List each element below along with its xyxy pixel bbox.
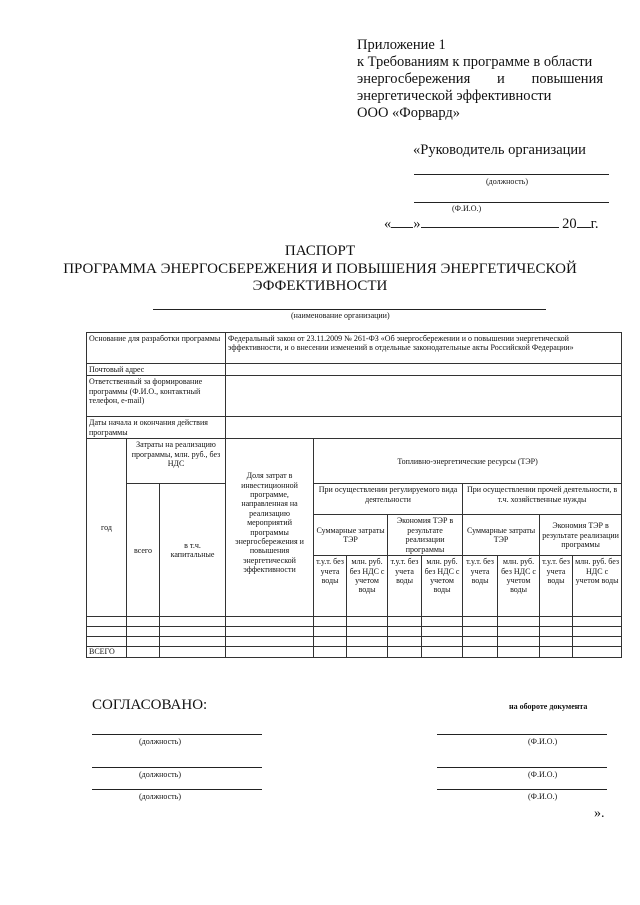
table-cell[interactable] xyxy=(388,627,422,637)
table-row xyxy=(87,617,622,627)
table-cell[interactable] xyxy=(573,617,622,627)
table-row xyxy=(87,333,622,364)
table-cell[interactable] xyxy=(314,637,347,647)
passport-title: ПАСПОРТ xyxy=(284,243,356,259)
share-header: Доля затрат в инвестиционной программе, направленная на реализацию мероприятий программы энергосбережения и повышения энергетической эффективности xyxy=(226,439,314,617)
agreement-heading: СОГЛАСОВАНО: xyxy=(92,697,208,713)
unit-rub: млн. руб. без НДС с учетом воды xyxy=(347,556,388,617)
table-cell[interactable] xyxy=(498,617,540,627)
appendix-title: Приложение 1 xyxy=(357,37,446,53)
program-title-line: ЭФФЕКТИВНОСТИ xyxy=(252,278,388,294)
unit-rub: млн. руб. без НДС с учетом воды xyxy=(422,556,463,617)
table-cell[interactable] xyxy=(498,627,540,637)
approval-heading: «Руководитель организации xyxy=(413,142,586,158)
table-cell[interactable] xyxy=(87,617,127,627)
table-cell[interactable] xyxy=(463,647,498,657)
position-line[interactable] xyxy=(414,174,609,175)
unit-tut: т.у.т. без учета воды xyxy=(314,556,347,617)
table-cell[interactable] xyxy=(422,617,463,627)
table-cell[interactable] xyxy=(160,617,226,627)
table-cell[interactable] xyxy=(422,647,463,657)
unit-tut: т.у.т. без учета воды xyxy=(388,556,422,617)
postal-label: Почтовый адрес xyxy=(87,364,226,376)
unit-rub: млн. руб. без НДС с учетом воды xyxy=(573,556,622,617)
table-row xyxy=(87,364,622,376)
table-cell[interactable] xyxy=(422,627,463,637)
table-header-row xyxy=(87,439,622,484)
agree-position-line[interactable] xyxy=(92,789,262,790)
table-cell[interactable] xyxy=(347,617,388,627)
table-cell[interactable] xyxy=(160,627,226,637)
table-header-row xyxy=(87,484,622,515)
approval-date xyxy=(384,216,599,233)
program-title xyxy=(60,261,580,295)
agree-position-line[interactable] xyxy=(92,767,262,768)
postal-value[interactable] xyxy=(226,364,622,376)
table-cell[interactable] xyxy=(226,647,314,657)
table-cell[interactable] xyxy=(127,617,160,627)
table-cell[interactable] xyxy=(498,647,540,657)
appendix-company: ООО «Форвард» xyxy=(357,105,461,121)
appendix-line: к Требованиям к программе в области xyxy=(357,54,593,70)
year-blank[interactable] xyxy=(577,227,591,228)
name-caption: (Ф.И.О.) xyxy=(452,204,482,213)
fer-header: Топливно-энергетические ресурсы (ТЭР) xyxy=(314,439,622,484)
table-row xyxy=(87,376,622,417)
regulated-header: При осуществлении регулируемого вида деятельности xyxy=(314,484,463,515)
agree-name-line[interactable] xyxy=(437,734,607,735)
table-cell[interactable] xyxy=(314,627,347,637)
table-cell[interactable] xyxy=(127,627,160,637)
appendix-word: энергосбережения xyxy=(357,71,471,87)
table-cell[interactable] xyxy=(226,617,314,627)
basis-label: Основание для разработки программы xyxy=(87,333,226,364)
agree-name-line[interactable] xyxy=(437,789,607,790)
day-blank[interactable] xyxy=(391,227,413,228)
costs-capital-header: в т.ч. капитальные xyxy=(160,484,226,617)
reverse-note: на обороте документа xyxy=(509,702,588,711)
program-title-line: ПРОГРАММА ЭНЕРГОСБЕРЕЖЕНИЯ И ПОВЫШЕНИЯ ЭНЕРГЕТИЧЕСКОЙ xyxy=(63,261,577,277)
unit-tut: т.у.т. без учета воды xyxy=(463,556,498,617)
other-header: При осуществлении прочей деятельности, в т.ч. хозяйственные нужды xyxy=(463,484,622,515)
table-cell[interactable] xyxy=(347,637,388,647)
table-cell[interactable] xyxy=(226,627,314,637)
position-caption: (должность) xyxy=(486,177,528,186)
agree-position-caption: (должность) xyxy=(139,737,181,746)
closing-quote: ». xyxy=(594,806,605,821)
appendix-line: энергетической эффективности xyxy=(357,88,552,104)
table-cell[interactable] xyxy=(498,637,540,647)
appendix-word: повышения xyxy=(531,71,603,87)
table-cell[interactable] xyxy=(347,627,388,637)
agree-name-caption: (Ф.И.О.) xyxy=(528,792,558,801)
year-prefix: 20 xyxy=(562,216,577,232)
table-cell[interactable] xyxy=(463,627,498,637)
org-name-caption: (наименование организации) xyxy=(291,311,390,320)
table-cell[interactable] xyxy=(87,627,127,637)
agree-name-line[interactable] xyxy=(437,767,607,768)
date-quote-close: » xyxy=(413,216,421,232)
table-cell[interactable] xyxy=(314,647,347,657)
costs-total-header: всего xyxy=(127,484,160,617)
table-cell[interactable] xyxy=(347,647,388,657)
table-cell[interactable] xyxy=(226,637,314,647)
responsible-value[interactable] xyxy=(226,376,622,417)
table-cell[interactable] xyxy=(463,617,498,627)
appendix-word: и xyxy=(497,71,505,87)
table-row xyxy=(87,637,622,647)
table-cell[interactable] xyxy=(540,637,573,647)
appendix-line-justified xyxy=(357,71,603,88)
table-cell[interactable] xyxy=(388,647,422,657)
name-line[interactable] xyxy=(414,202,609,203)
total-label: ВСЕГО xyxy=(87,647,127,657)
agree-name-caption: (Ф.И.О.) xyxy=(528,770,558,779)
table-cell[interactable] xyxy=(573,637,622,647)
passport-table xyxy=(86,332,622,658)
regulated-fer-costs: Суммарные затраты ТЭР xyxy=(314,515,388,556)
unit-rub: млн. руб. без НДС с учетом воды xyxy=(498,556,540,617)
table-cell[interactable] xyxy=(573,627,622,637)
dates-label: Даты начала и окончания действия программы xyxy=(87,417,226,439)
table-cell[interactable] xyxy=(160,637,226,647)
agree-position-caption: (должность) xyxy=(139,770,181,779)
regulated-fer-savings: Экономия ТЭР в результате реализации программы xyxy=(388,515,463,556)
other-fer-costs: Суммарные затраты ТЭР xyxy=(463,515,540,556)
dates-value[interactable] xyxy=(226,417,622,439)
table-cell[interactable] xyxy=(422,637,463,647)
date-quote-open: « xyxy=(384,216,392,232)
responsible-label: Ответственный за формирование программы (Ф.И.О., контактный телефон, e-mail) xyxy=(87,376,226,417)
agree-position-caption: (должность) xyxy=(139,792,181,801)
org-name-line[interactable] xyxy=(153,309,546,310)
agree-name-caption: (Ф.И.О.) xyxy=(528,737,558,746)
table-cell[interactable] xyxy=(463,637,498,647)
table-cell[interactable] xyxy=(87,637,127,647)
unit-tut: т.у.т. без учета воды xyxy=(540,556,573,617)
table-cell[interactable] xyxy=(388,617,422,627)
agree-position-line[interactable] xyxy=(92,734,262,735)
table-cell[interactable] xyxy=(540,627,573,637)
year-header: год xyxy=(87,439,127,617)
table-cell[interactable] xyxy=(388,637,422,647)
basis-value: Федеральный закон от 23.11.2009 № 261-ФЗ «Об энергосбережении и о повышении энергетической эффективности, и о внесении изменений в отдельные законодательные акты Российской Федерации» xyxy=(226,333,622,364)
other-fer-savings: Экономия ТЭР в результате реализации программы xyxy=(540,515,622,556)
table-cell[interactable] xyxy=(573,647,622,657)
table-row xyxy=(87,417,622,439)
total-row xyxy=(87,647,622,657)
table-cell[interactable] xyxy=(314,617,347,627)
month-blank[interactable] xyxy=(421,227,559,228)
table-cell[interactable] xyxy=(540,647,573,657)
appendix-block xyxy=(357,37,603,122)
table-cell[interactable] xyxy=(127,647,160,657)
table-cell[interactable] xyxy=(540,617,573,627)
year-suffix: г. xyxy=(590,216,599,232)
table-cell[interactable] xyxy=(127,637,160,647)
costs-header: Затраты на реализацию программы, млн. руб., без НДС xyxy=(127,439,226,484)
table-cell[interactable] xyxy=(160,647,226,657)
table-row xyxy=(87,627,622,637)
